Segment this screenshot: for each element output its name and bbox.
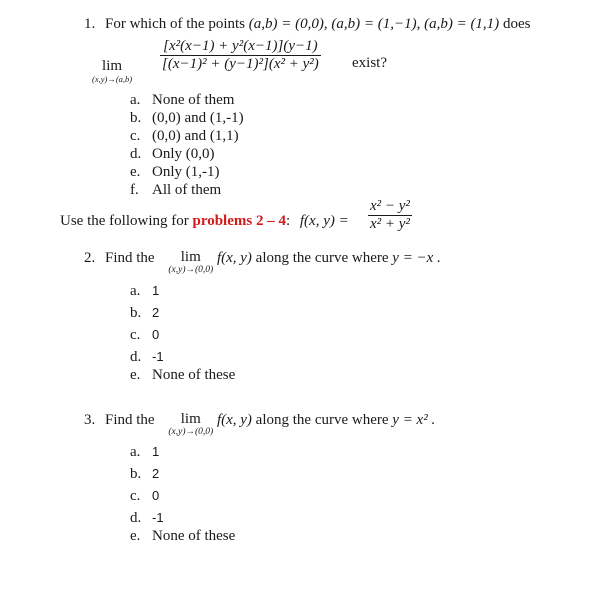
q2-limit	[168, 250, 213, 276]
q1-stem: For which of the points	[105, 16, 245, 32]
instructions	[60, 213, 349, 230]
instructions-fraction	[368, 198, 412, 233]
q1-number: 1.	[84, 16, 96, 32]
q1-option-f[interactable]: f. All of them	[130, 182, 222, 198]
instructions-func: f(x, y) =	[299, 213, 349, 229]
q2-lim-sub: (x,y)→(0,0)	[168, 265, 214, 275]
q2-option-e[interactable]: e. None of these	[130, 367, 236, 383]
q3-lim-word: lim	[180, 411, 201, 427]
q1-fraction	[160, 38, 321, 73]
q3-option-a[interactable]: a. 1	[130, 444, 160, 460]
q1-numerator: [x²(x−1) + y²(x−1)](y−1)	[160, 38, 321, 56]
q3-option-e[interactable]: e. None of these	[130, 528, 236, 544]
q3-number: 3.	[84, 412, 96, 428]
q3-lim-sub: (x,y)→(0,0)	[168, 427, 214, 437]
q2-option-b[interactable]: b. 2	[130, 305, 160, 321]
q2-line	[84, 250, 441, 276]
q2-curve: y = −x .	[392, 250, 441, 266]
q2-lim-word: lim	[180, 249, 201, 265]
q3-option-b[interactable]: b. 2	[130, 466, 160, 482]
q2-func: f(x, y)	[216, 250, 252, 266]
q1-limit	[92, 59, 132, 84]
q2-option-a[interactable]: a. 1	[130, 283, 160, 299]
q2-option-d[interactable]: d. -1	[130, 349, 164, 365]
q3-curve: y = x² .	[392, 412, 436, 428]
q3-option-c[interactable]: c. 0	[130, 488, 160, 504]
instructions-prefix: Use the following for	[60, 213, 189, 229]
q1-option-e[interactable]: e. Only (1,-1)	[130, 164, 220, 180]
q1-lim-sub: (x,y)→(a,b)	[92, 74, 133, 84]
q3-limit	[168, 412, 213, 438]
q2-option-c[interactable]: c. 0	[130, 327, 160, 343]
q1-exist: exist?	[352, 55, 387, 71]
q2-find: Find the	[105, 250, 155, 266]
q1-denominator: [(x−1)² + (y−1)²](x² + y²)	[162, 56, 319, 72]
q3-func: f(x, y)	[216, 412, 252, 428]
instructions-den: x² + y²	[370, 216, 410, 232]
q1-line	[84, 16, 530, 33]
instructions-problems: problems 2 – 4	[192, 213, 286, 229]
q2-number: 2.	[84, 250, 96, 266]
q1-points: (a,b) = (0,0), (a,b) = (1,−1), (a,b) = (1,1)	[248, 16, 500, 32]
q1-does: does	[502, 16, 531, 32]
instructions-colon: :	[285, 213, 291, 229]
q2-along: along the curve where	[255, 250, 389, 266]
q1-option-d[interactable]: d. Only (0,0)	[130, 146, 215, 162]
q1-option-b[interactable]: b. (0,0) and (1,-1)	[130, 110, 244, 126]
q3-line	[84, 412, 435, 438]
q1-lim-word: lim	[102, 58, 123, 74]
q3-along: along the curve where	[255, 412, 389, 428]
q3-find: Find the	[105, 412, 155, 428]
q1-option-a[interactable]: a. None of them	[130, 92, 235, 108]
instructions-num: x² − y²	[370, 198, 410, 214]
q1-option-c[interactable]: c. (0,0) and (1,1)	[130, 128, 239, 144]
q3-option-d[interactable]: d. -1	[130, 510, 164, 526]
